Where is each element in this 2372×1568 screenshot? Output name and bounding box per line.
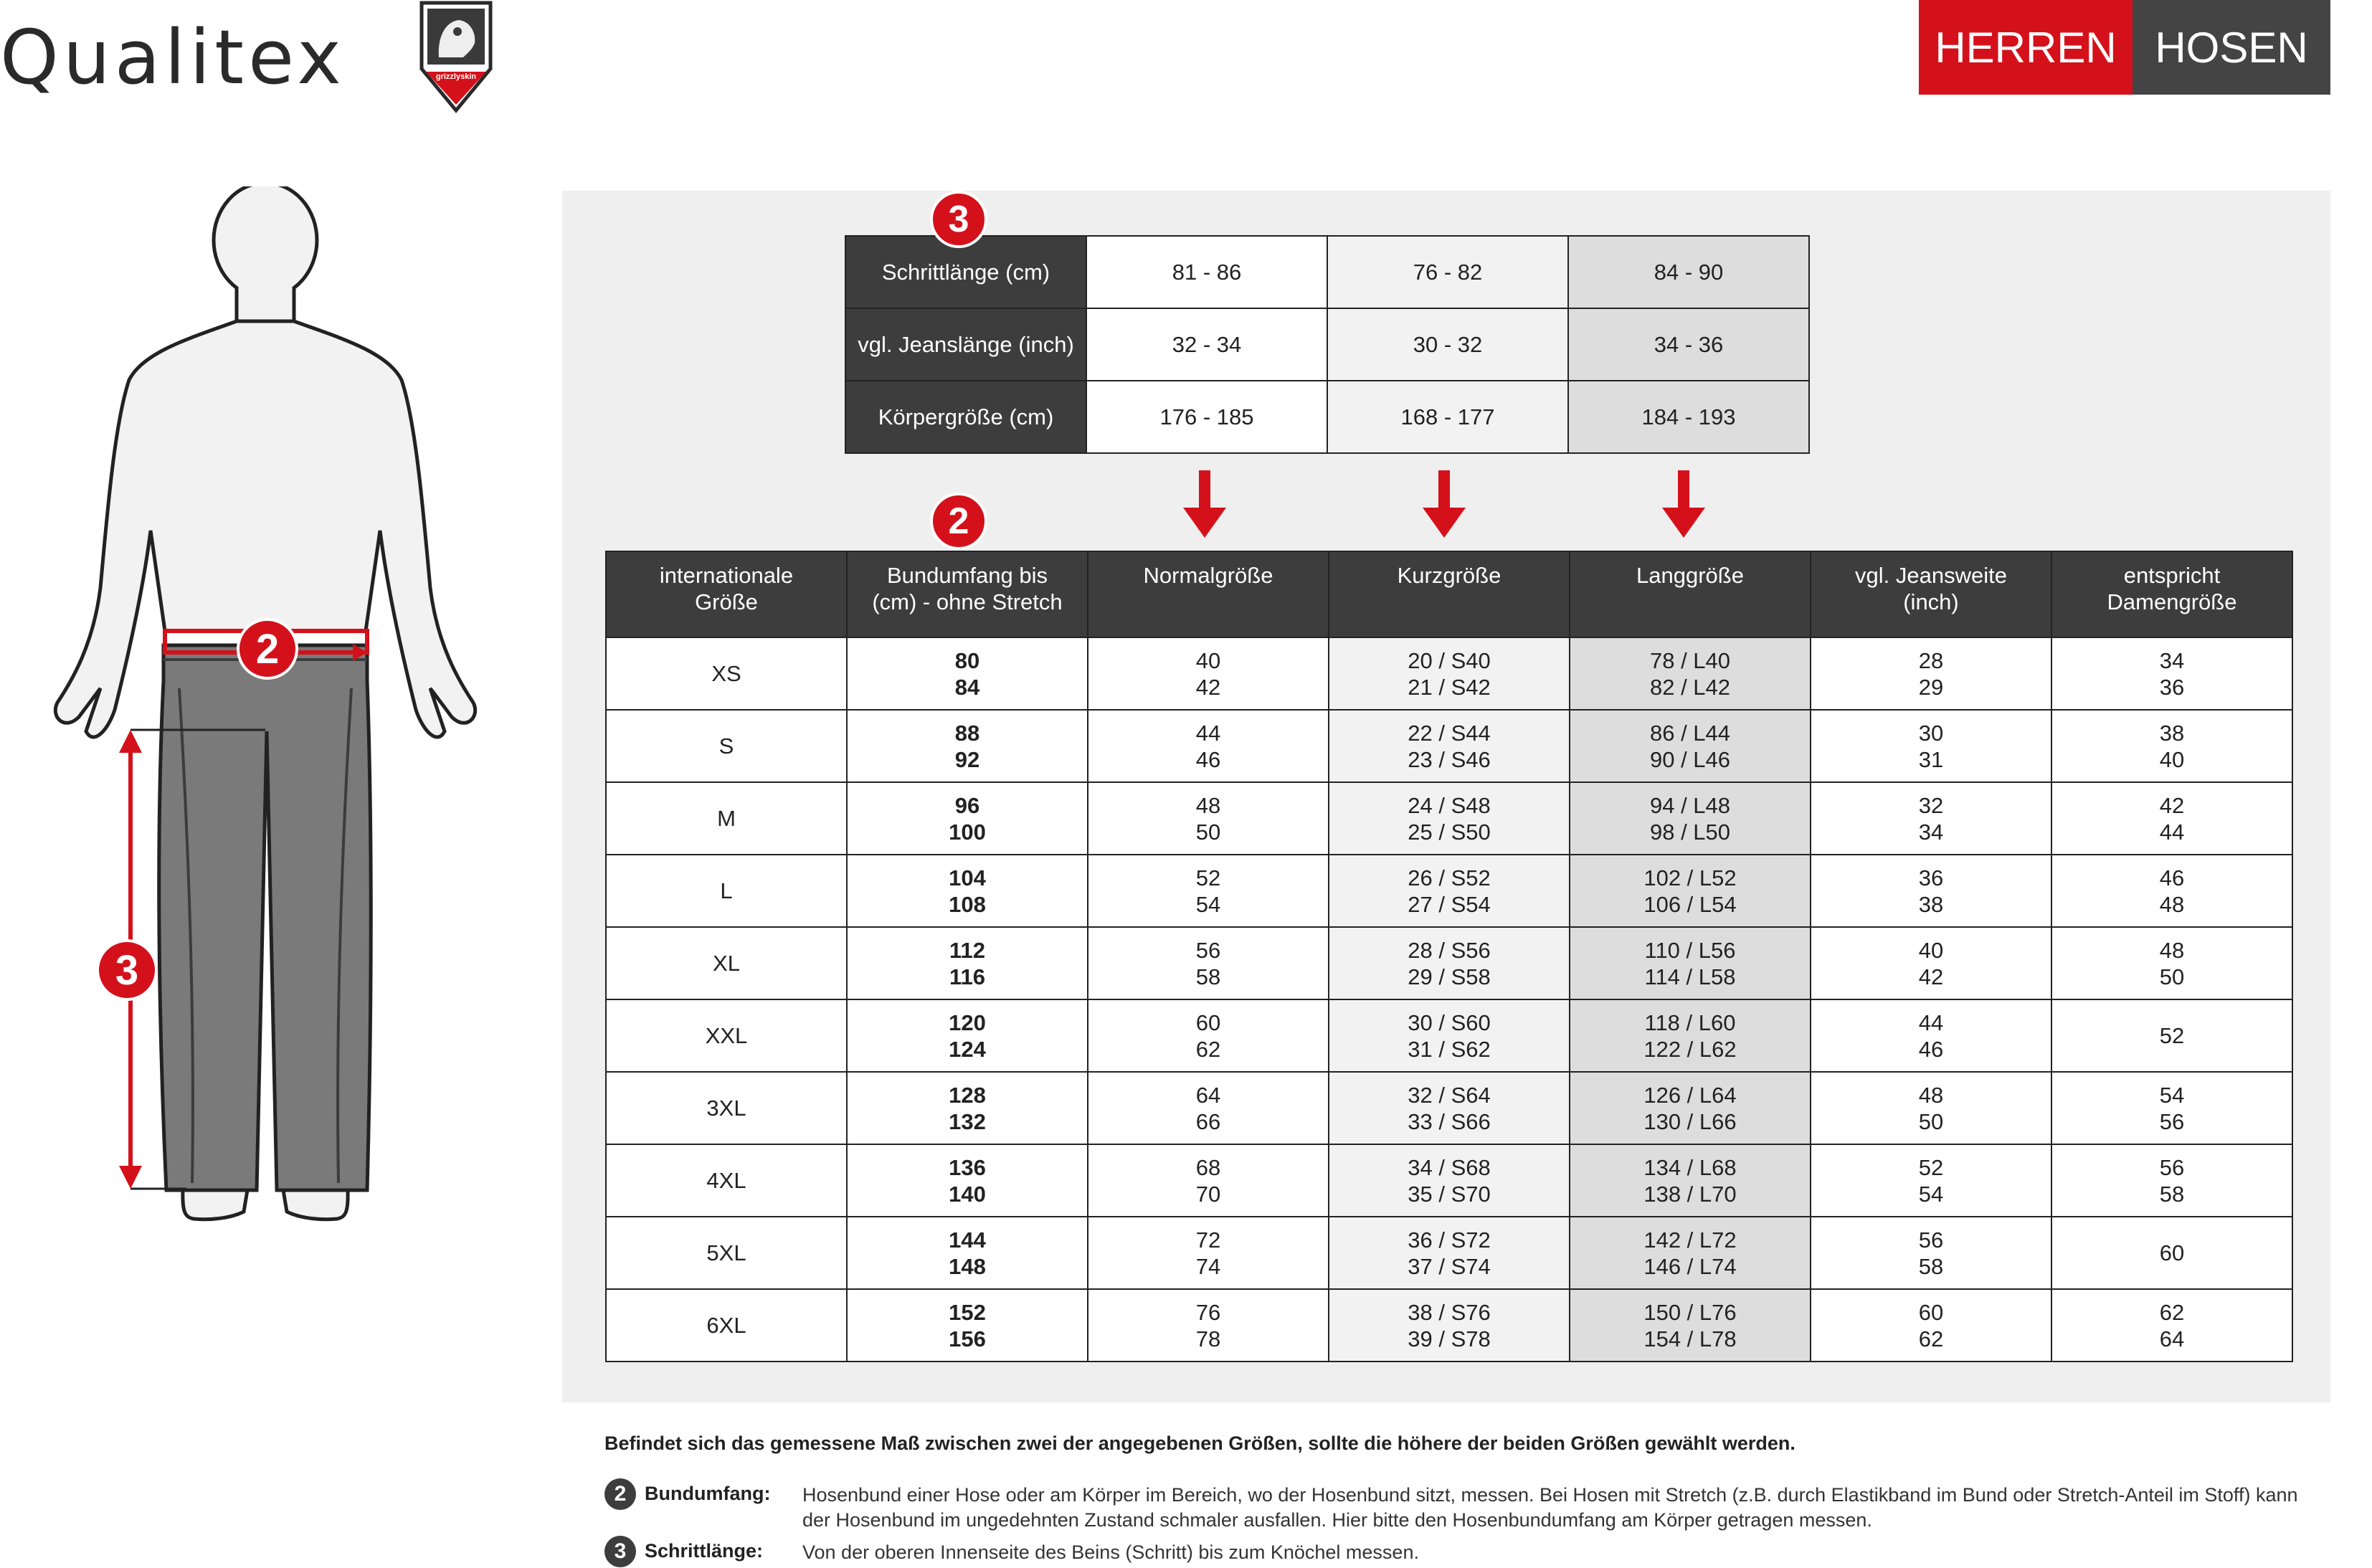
cell-damen: 46 48 [2051, 855, 2292, 927]
cell-damen: 48 50 [2051, 927, 2292, 999]
cell-waist: 104 108 [847, 855, 1088, 927]
body-figure-illustration [0, 186, 516, 1248]
inseam-marker-icon: 3 [96, 939, 158, 1001]
lang-value: 84 - 90 [1568, 236, 1809, 308]
cell-lang: 102 / L52 106 / L54 [1570, 855, 1811, 927]
cell-jeans-width: 28 29 [1811, 637, 2051, 710]
cell-intl-size: XXL [606, 999, 847, 1072]
cell-lang: 118 / L60 122 / L62 [1570, 999, 1811, 1072]
table-row [606, 855, 2292, 927]
kurz-value: 168 - 177 [1327, 381, 1568, 453]
cell-waist: 136 140 [847, 1144, 1088, 1217]
cell-intl-size: M [606, 782, 847, 855]
cell-waist: 96 100 [847, 782, 1088, 855]
cell-kurz: 30 / S60 31 / S62 [1329, 999, 1570, 1072]
table-row [845, 236, 1809, 308]
cell-intl-size: 6XL [606, 1289, 847, 1362]
cell-normal: 60 62 [1088, 999, 1329, 1072]
normal-value: 81 - 86 [1086, 236, 1327, 308]
inseam-table [845, 235, 1810, 454]
waist-marker-icon: 2 [237, 618, 298, 680]
cell-damen: 56 58 [2051, 1144, 2292, 1217]
arrow-down-icon [1662, 470, 1705, 539]
header-damen: entspricht Damengröße [2051, 551, 2292, 637]
cell-kurz: 32 / S64 33 / S66 [1329, 1072, 1570, 1144]
cell-kurz: 34 / S68 35 / S70 [1329, 1144, 1570, 1217]
cell-damen: 42 44 [2051, 782, 2292, 855]
cell-damen: 54 56 [2051, 1072, 2292, 1144]
cell-jeans-width: 36 38 [1811, 855, 2051, 927]
cell-waist: 128 132 [847, 1072, 1088, 1144]
cell-damen: 62 64 [2051, 1289, 2292, 1362]
cell-jeans-width: 56 58 [1811, 1217, 2051, 1289]
table-row [845, 381, 1809, 453]
normal-value: 176 - 185 [1086, 381, 1327, 453]
cell-jeans-width: 48 50 [1811, 1072, 2051, 1144]
legend-number-icon: 2 [604, 1478, 636, 1510]
table-row [606, 782, 2292, 855]
grizzlyskin-badge-icon [417, 0, 495, 113]
cell-kurz: 36 / S72 37 / S74 [1329, 1217, 1570, 1289]
row-label: vgl. Jeanslänge (inch) [845, 308, 1086, 381]
legend-term: Bundumfang: [645, 1483, 771, 1504]
header-kurz: Kurzgröße [1329, 551, 1570, 637]
row-label: Körpergröße (cm) [845, 381, 1086, 453]
cell-normal: 68 70 [1088, 1144, 1329, 1217]
cell-waist: 152 156 [847, 1289, 1088, 1362]
cell-lang: 134 / L68 138 / L70 [1570, 1144, 1811, 1217]
cell-normal: 64 66 [1088, 1072, 1329, 1144]
cell-damen: 38 40 [2051, 710, 2292, 782]
cell-normal: 56 58 [1088, 927, 1329, 999]
table-row [606, 927, 2292, 999]
cell-jeans-width: 44 46 [1811, 999, 2051, 1072]
legend-description: Von der oberen Innenseite des Beins (Schritt) bis zum Knöchel messen. [802, 1541, 1419, 1563]
cell-kurz: 24 / S48 25 / S50 [1329, 782, 1570, 855]
waist-table-marker-icon: 2 [930, 493, 987, 550]
table-row [845, 308, 1809, 381]
cell-jeans-width: 40 42 [1811, 927, 2051, 999]
table-row [606, 637, 2292, 710]
cell-damen: 34 36 [2051, 637, 2292, 710]
cell-kurz: 26 / S52 27 / S54 [1329, 855, 1570, 927]
table-row [606, 999, 2292, 1072]
brand-logo: Qualitex [0, 14, 346, 101]
cell-waist: 80 84 [847, 637, 1088, 710]
table-row [606, 1289, 2292, 1362]
lang-value: 34 - 36 [1568, 308, 1809, 381]
arrow-down-icon [1183, 470, 1226, 539]
header-intl-size: internationale Größe [606, 551, 847, 637]
cell-intl-size: XS [606, 637, 847, 710]
badge-brand-text: grizzlyskin [435, 72, 477, 81]
cell-lang: 78 / L40 82 / L42 [1570, 637, 1811, 710]
normal-value: 32 - 34 [1086, 308, 1327, 381]
cell-kurz: 20 / S40 21 / S42 [1329, 637, 1570, 710]
cell-intl-size: XL [606, 927, 847, 999]
cell-jeans-width: 52 54 [1811, 1144, 2051, 1217]
cell-jeans-width: 60 62 [1811, 1289, 2051, 1362]
inseam-table-marker-icon: 3 [930, 191, 987, 248]
header-normal: Normalgröße [1088, 551, 1329, 637]
table-row [606, 710, 2292, 782]
cell-intl-size: L [606, 855, 847, 927]
legend-item-waist [604, 1478, 2325, 1536]
cell-waist: 120 124 [847, 999, 1088, 1072]
legend-term: Schrittlänge: [645, 1540, 764, 1562]
cell-waist: 88 92 [847, 710, 1088, 782]
table-row [606, 1072, 2292, 1144]
cell-lang: 86 / L44 90 / L46 [1570, 710, 1811, 782]
table-header-row [606, 551, 2292, 637]
cell-waist: 144 148 [847, 1217, 1088, 1289]
cell-jeans-width: 32 34 [1811, 782, 2051, 855]
category-hosen: HOSEN [2133, 0, 2330, 95]
cell-intl-size: 3XL [606, 1072, 847, 1144]
cell-lang: 150 / L76 154 / L78 [1570, 1289, 1811, 1362]
legend-description: Hosenbund einer Hose oder am Körper im Bereich, wo der Hosenbund sitzt, messen. Bei Hosen mit Stretch (z.B. durch Elastikband im Bund oder Stretch-Anteil im Stoff) kann der Hosenbund im ungedehnten Zustand schmaler ausfallen. Hier bitte den Hosenbundumfang am Körper getragen messen. [802, 1484, 2298, 1531]
cell-lang: 142 / L72 146 / L74 [1570, 1217, 1811, 1289]
cell-normal: 72 74 [1088, 1217, 1329, 1289]
arrow-down-icon [1423, 470, 1466, 539]
cell-intl-size: 4XL [606, 1144, 847, 1217]
size-note: Befindet sich das gemessene Maß zwischen zwei der angegebenen Größen, sollte die höhere der beiden Größen gewählt werden. [604, 1432, 1795, 1454]
row-label: Schrittlänge (cm) [845, 236, 1086, 308]
header-waist: Bundumfang bis (cm) - ohne Stretch [847, 551, 1088, 637]
header-jeans-width: vgl. Jeansweite (inch) [1811, 551, 2051, 637]
size-table [605, 551, 2293, 1362]
lang-value: 184 - 193 [1568, 381, 1809, 453]
kurz-value: 76 - 82 [1327, 236, 1568, 308]
cell-damen: 60 [2051, 1217, 2292, 1289]
cell-intl-size: 5XL [606, 1217, 847, 1289]
legend-number-icon: 3 [604, 1536, 636, 1567]
header-lang: Langgröße [1570, 551, 1811, 637]
legend-item-inseam [604, 1536, 2325, 1567]
table-row [606, 1144, 2292, 1217]
cell-damen: 52 [2051, 999, 2292, 1072]
cell-kurz: 22 / S44 23 / S46 [1329, 710, 1570, 782]
cell-jeans-width: 30 31 [1811, 710, 2051, 782]
cell-intl-size: S [606, 710, 847, 782]
category-herren: HERREN [1919, 0, 2133, 95]
table-row [606, 1217, 2292, 1289]
kurz-value: 30 - 32 [1327, 308, 1568, 381]
cell-waist: 112 116 [847, 927, 1088, 999]
cell-lang: 94 / L48 98 / L50 [1570, 782, 1811, 855]
cell-normal: 40 42 [1088, 637, 1329, 710]
cell-normal: 76 78 [1088, 1289, 1329, 1362]
cell-normal: 52 54 [1088, 855, 1329, 927]
cell-lang: 126 / L64 130 / L66 [1570, 1072, 1811, 1144]
cell-normal: 48 50 [1088, 782, 1329, 855]
cell-kurz: 28 / S56 29 / S58 [1329, 927, 1570, 999]
cell-normal: 44 46 [1088, 710, 1329, 782]
cell-kurz: 38 / S76 39 / S78 [1329, 1289, 1570, 1362]
cell-lang: 110 / L56 114 / L58 [1570, 927, 1811, 999]
